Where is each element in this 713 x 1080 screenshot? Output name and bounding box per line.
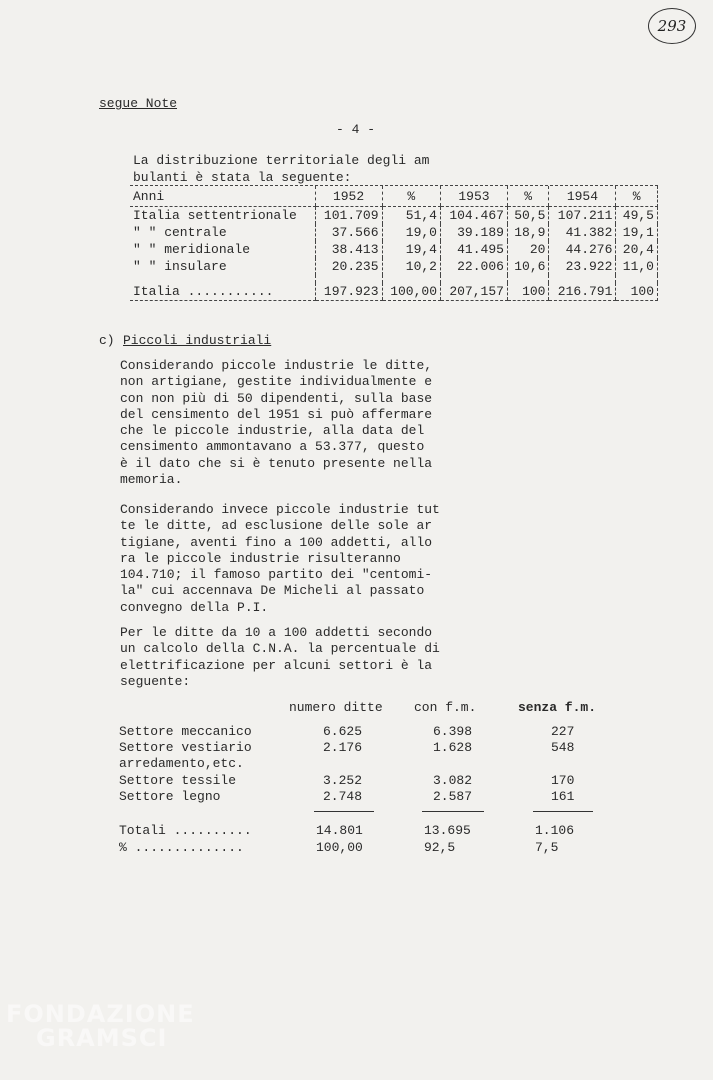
table-cell: 37.566 (315, 224, 382, 241)
sector-value: 2.587 (433, 789, 473, 804)
sector-value: 227 (551, 724, 575, 739)
table-cell: 41.382 (549, 224, 616, 241)
table-cell: " " centrale (133, 225, 227, 240)
header-cell: % (616, 186, 658, 207)
totals-value: 13.695 (424, 823, 471, 838)
sector-value: 548 (551, 740, 575, 755)
segue-note-heading: segue Note (99, 96, 178, 111)
paragraph-small-industries: Considerando piccole industrie le ditte, non artigiane, gestite individualmente e con non più di 50 dipendenti, sulla base del censimento del 1951 si può affermare che le piccole industrie, alla data del censimento ammontavano a 53.377, questo è il dato che si è tenuto presente nella memoria. (120, 358, 433, 488)
header-cell: Anni (130, 186, 315, 207)
sector-value: 6.625 (323, 724, 363, 739)
table-cell: 10,2 (382, 258, 440, 275)
percent-value: 100,00 (316, 840, 363, 855)
table-cell: 23.922 (549, 258, 616, 275)
sector-value: 1.628 (433, 740, 473, 755)
table-cell: 18,9 (507, 224, 549, 241)
page-number: - 4 - (336, 122, 376, 137)
distribution-table (130, 186, 658, 301)
table-total-row (130, 283, 658, 301)
table-cell: 10,6 (507, 258, 549, 275)
section-label: c) (99, 333, 115, 348)
sector-value: 3.252 (323, 773, 363, 788)
sector-label: Settore legno (119, 789, 221, 804)
percent-value: 7,5 (535, 840, 559, 855)
table-cell: 20.235 (315, 258, 382, 275)
total-cell: 197.923 (315, 283, 382, 301)
intro-line-2: bulanti è stata la seguente: (133, 170, 352, 185)
table-cell: " " insulare (133, 259, 227, 274)
table-cell: 11,0 (616, 258, 658, 275)
table-cell: Italia settentrionale (133, 208, 297, 223)
table-cell: 101.709 (315, 207, 382, 225)
page-number-stamp: 293 (648, 8, 696, 44)
totals-value: 1.106 (535, 823, 575, 838)
header-cell: % (382, 186, 440, 207)
total-cell: 100,00 (382, 283, 440, 301)
total-cell: 207,157 (441, 283, 508, 301)
sector-value: 6.398 (433, 724, 473, 739)
paragraph-hundred-employees: Considerando invece piccole industrie tut te le ditte, ad esclusione delle sole ar tigiane, aventi fino a 100 addetti, allo ra le piccole industrie risulteranno 104.710; il famoso partito dei "centomi- la" cui accennava De Micheli al passato convegno della P.I. (120, 502, 440, 615)
percent-value: 92,5 (424, 840, 456, 855)
table-cell: 22.006 (441, 258, 508, 275)
totals-value: 14.801 (316, 823, 363, 838)
table-spacer-row (130, 275, 658, 283)
sum-rule (422, 811, 484, 812)
header-cell: 1954 (549, 186, 616, 207)
sum-rule (533, 811, 593, 812)
table-cell: 104.467 (441, 207, 508, 225)
totals-label: Totali .......... (119, 823, 252, 838)
table-cell: 50,5 (507, 207, 549, 225)
table-cell: 19,0 (382, 224, 440, 241)
sum-rule (314, 811, 374, 812)
table-cell: 38.413 (315, 241, 382, 258)
sector-value: 161 (551, 789, 575, 804)
table-cell: 20 (507, 241, 549, 258)
col-header-senza-fm: senza f.m. (518, 700, 597, 715)
percent-label: % .............. (119, 840, 244, 855)
watermark-foundation: FONDAZIONE (6, 1000, 195, 1028)
table-cell: 107.211 (549, 207, 616, 225)
total-cell: 216.791 (549, 283, 616, 301)
col-header-numero-ditte: numero ditte (289, 700, 383, 715)
sector-value: 170 (551, 773, 575, 788)
sector-value: 2.176 (323, 740, 363, 755)
sector-label: arredamento,etc. (119, 756, 244, 771)
table-cell: 41.495 (441, 241, 508, 258)
table-cell: 44.276 (549, 241, 616, 258)
total-cell: Italia ........... (130, 283, 315, 301)
table-row (130, 241, 658, 258)
table-cell: 19,1 (616, 224, 658, 241)
section-title: Piccoli industriali (123, 333, 272, 348)
header-cell: % (507, 186, 549, 207)
sector-label: Settore tessile (119, 773, 237, 788)
sector-value: 3.082 (433, 773, 473, 788)
table-cell: 20,4 (616, 241, 658, 258)
table-cell: 49,5 (616, 207, 658, 225)
col-header-con-fm: con f.m. (414, 700, 477, 715)
table-cell: 39.189 (441, 224, 508, 241)
table-row (130, 207, 658, 225)
intro-line-1: La distribuzione territoriale degli am (133, 153, 430, 168)
total-cell: 100 (616, 283, 658, 301)
paragraph-electrification: Per le ditte da 10 a 100 addetti secondo un calcolo della C.N.A. la percentuale di elettrificazione per alcuni settori è la seguente: (120, 625, 440, 689)
table-row (130, 224, 658, 241)
table-cell: " " meridionale (133, 242, 251, 257)
table-cell: 51,4 (382, 207, 440, 225)
sector-value: 2.748 (323, 789, 363, 804)
sector-label: Settore vestiario (119, 740, 252, 755)
total-cell: 100 (507, 283, 549, 301)
watermark-gramsci: GRAMSCI (36, 1024, 168, 1052)
sector-label: Settore meccanico (119, 724, 252, 739)
table-header-row (130, 186, 658, 207)
table-cell: 19,4 (382, 241, 440, 258)
table-row (130, 258, 658, 275)
header-cell: 1953 (441, 186, 508, 207)
header-cell: 1952 (315, 186, 382, 207)
